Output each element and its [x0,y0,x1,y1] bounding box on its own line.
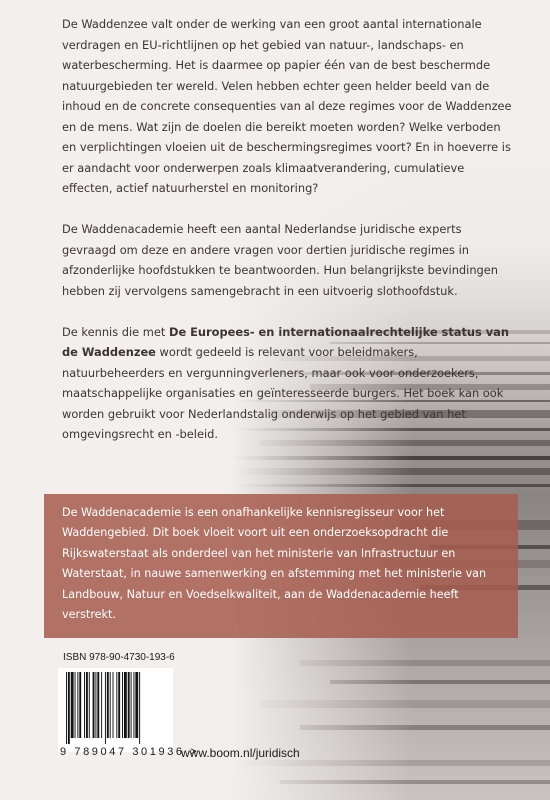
panel-text: De Waddenacademie is een onafhankelijke kennisregisseur voor het Waddengebied. Dit boek vloeit voort uit een onderzoeksopdracht die Rijkswaterstaat als onderdeel van het ministerie van Infrastructuur en Waterstaat, in nauwe samenwerking en afstemming met het ministerie van Landbouw, Natuur en Voedselkwaliteit, aan de Waddenacademie heeft verstrekt. [62,506,487,622]
barcode-digits: 9 789047 301936 > [60,746,200,758]
intro-paragraph-3 [62,322,512,445]
barcode-box [58,668,173,752]
intro-paragraph-1: De Waddenzee valt onder de werking van een groot aantal internationale verdragen en EU-richtlijnen op het gebied van natuur-, landschaps- en waterbescherming. Het is daarmee op papier één van de best beschermde natuurgebieden ter wereld. Velen hebben echter geen helder beeld van de inhoud en de concrete consequenties van al deze regimes voor de Waddenzee en de mens. Wat zijn de doelen die bereikt moeten worden? Welke verboden en verplichtingen vloeien uit de beschermingsregimes voort? En in hoeverre is er aandacht voor onderwerpen zoals klimaatverandering, cumulatieve effecten, actief natuurherstel en monitoring? [62,17,512,195]
barcode-icon [66,672,166,744]
description-text [62,14,512,465]
publisher-url: www.boom.nl/juridisch [181,746,300,760]
waddenacademie-info-panel [44,494,518,638]
isbn-label: ISBN 978-90-4730-193-6 [63,652,175,663]
intro-paragraph-2: De Waddenacademie heeft een aantal Nederlandse juridische experts gevraagd om deze en andere vragen voor dertien juridische regimes in afzonderlijke hoofdstukken te beantwoorden. Hun belangrijkste bevindingen hebben zij vervolgens samengebracht in een uitvoerig slothoofdstuk. [62,222,499,298]
book-title-bold: De Europees- en internationaalrechtelijke status van de Waddenzee [62,324,509,359]
paragraph-3-lead: De kennis die met [62,324,169,339]
paragraph-3-rest: wordt gedeeld is relevant voor beleidmakers, natuurbeheerders en vergunningverleners, maar ook voor onderzoekers, maatschappelijke organisaties en geïnteresseerde burgers. Het boek kan ook worden gebruikt voor Nederlandstalig onderwijs op het gebied van het omgevingsrecht en -beleid. [62,345,504,441]
